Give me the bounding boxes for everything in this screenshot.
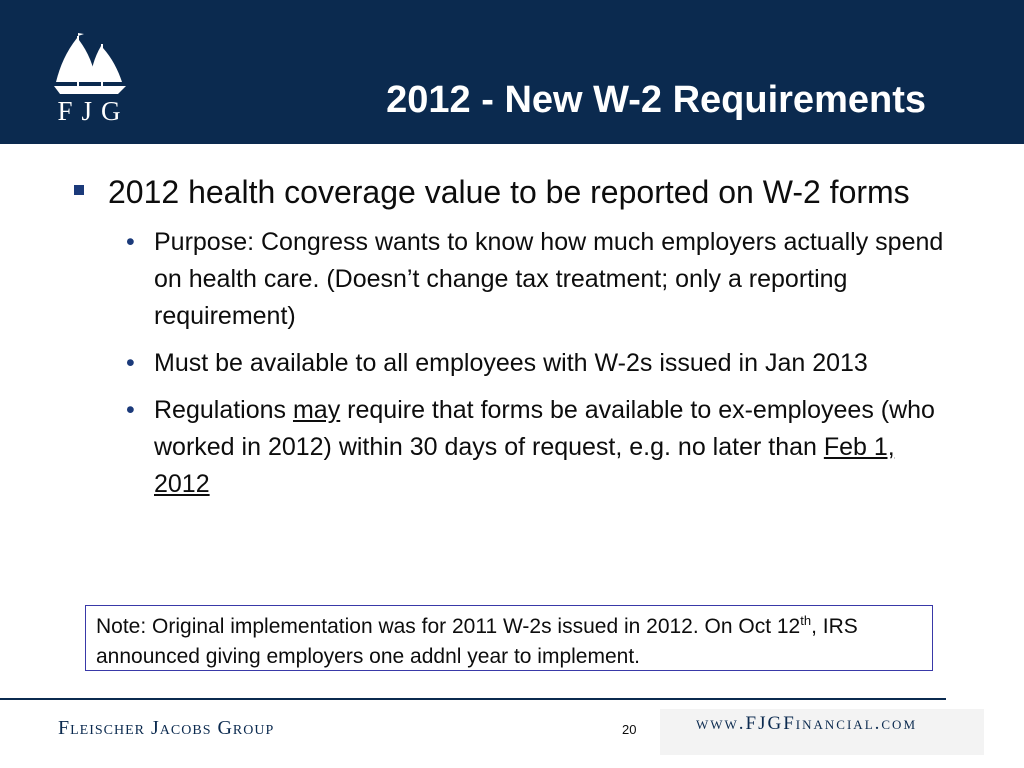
footer-website: www.FJGFinancial.com xyxy=(696,713,917,734)
regulations-date-underlined: Feb 1, 2012 xyxy=(154,433,895,498)
main-bullet-text: 2012 health coverage value to be reported on W-2 forms xyxy=(108,174,910,210)
main-bullet xyxy=(72,170,928,214)
footer-divider xyxy=(0,698,946,700)
sub-bullet-text: Must be available to all employees with W-2s issued in Jan 2013 xyxy=(154,349,868,377)
regulations-may-underlined: may xyxy=(292,396,341,424)
header-bar xyxy=(0,0,1024,144)
dot-bullet-icon: • xyxy=(126,396,135,424)
note-superscript: th xyxy=(800,613,812,628)
dot-bullet-icon: • xyxy=(126,349,135,377)
fjg-logo xyxy=(44,30,134,130)
dot-bullet-icon: • xyxy=(126,228,135,256)
bullet-list xyxy=(72,170,952,503)
sailboat-icon xyxy=(44,30,134,96)
note-box xyxy=(85,605,933,671)
sub-bullet-availability xyxy=(72,345,944,382)
sub-bullet-regulations xyxy=(72,392,944,503)
regulations-text-middle: require that forms be available to ex-employees (who worked in 2012) within 30 days of request, e.g. no later than xyxy=(154,396,935,461)
square-bullet-icon xyxy=(74,185,84,195)
note-text-end: , IRS announced giving employers one addnl year to implement. xyxy=(96,615,858,668)
logo-text: FJG xyxy=(57,96,130,126)
regulations-text-start: Regulations xyxy=(154,396,293,424)
footer-company-name: Fleischer Jacobs Group xyxy=(58,717,275,739)
sub-bullet-text: Purpose: Congress wants to know how much employers actually spend on health care. (Doesn’t change tax treatment; only a reporting requirement) xyxy=(154,228,944,330)
note-text-start: Note: Original implementation was for 2011 W-2s issued in 2012. On Oct 12 xyxy=(96,615,801,638)
sub-bullet-purpose xyxy=(72,224,944,335)
slide-title: 2012 - New W-2 Requirements xyxy=(386,79,926,121)
page-number: 20 xyxy=(622,722,637,737)
